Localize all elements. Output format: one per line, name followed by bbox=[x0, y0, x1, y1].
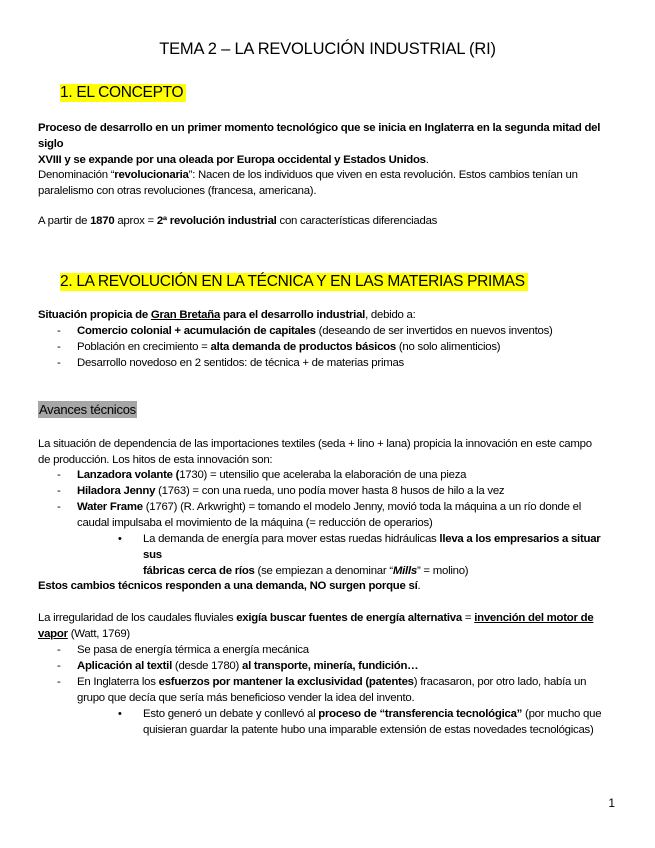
denom-pre: Denominación “ bbox=[38, 169, 115, 181]
denomination-paragraph bbox=[38, 167, 618, 199]
dash-marker: - bbox=[57, 644, 61, 656]
denom-post: ”: Nacen de los individuos que viven en esta revolución. Estos cambios tenían un bbox=[188, 169, 578, 181]
b2-pre: Esto generó un debate y conllevó al bbox=[143, 708, 319, 720]
b2-post: (por mucho que bbox=[522, 708, 602, 720]
e3-pre: En Inglaterra los bbox=[77, 676, 159, 688]
intro-line-1: La situación de dependencia de las importaciones textiles (seda + lino + lana) propicia la innovación en este campo bbox=[38, 438, 592, 450]
sit-bold-2: para el desarrollo industrial bbox=[220, 309, 366, 321]
b1-bold: lleva a los empresarios a situar sus bbox=[143, 533, 601, 561]
definition-line-2: XVIII y se expande por una oleada por Europa occidental y Estados Unidos bbox=[38, 154, 426, 166]
dash-marker: - bbox=[57, 485, 61, 497]
i3-bold: Water Frame bbox=[77, 501, 143, 513]
irr-mid: = bbox=[461, 612, 475, 624]
dash-marker: - bbox=[57, 660, 61, 672]
bullet-item bbox=[143, 531, 618, 579]
intro-line-2: de producción. Los hitos de esta innovación son: bbox=[38, 454, 273, 466]
bullet-marker: • bbox=[118, 708, 122, 720]
b2-line-2: quisieran guardar la patente hubo una imparable extensión de estas novedades tecnológicas) bbox=[143, 724, 594, 736]
definition-end: . bbox=[425, 154, 429, 166]
e3-post: ) fracasaron, por otro lado, había un bbox=[413, 676, 587, 688]
irregularity-paragraph bbox=[38, 610, 618, 642]
sit-underline: Gran Bretaña bbox=[150, 309, 221, 321]
b1-bold-2: fábricas cerca de ríos bbox=[143, 565, 255, 577]
ap-pre: A partir de bbox=[38, 215, 91, 227]
bullet-item bbox=[143, 706, 618, 738]
definition-line-1: Proceso de desarrollo en un primer momento tecnológico que se inicia en Inglaterra en la segunda mitad del siglo bbox=[38, 122, 601, 150]
avances-intro bbox=[38, 436, 618, 468]
resp-end: . bbox=[417, 580, 421, 592]
response-paragraph bbox=[38, 578, 618, 594]
list-item bbox=[77, 323, 618, 339]
denom-line-2: paralelismo con otras revoluciones (francesa, americana). bbox=[38, 185, 317, 197]
dash-marker: - bbox=[57, 341, 61, 353]
concept-definition bbox=[38, 120, 618, 168]
sit-post: , debido a: bbox=[365, 309, 416, 321]
section-1-heading bbox=[60, 84, 186, 102]
e3-line-2: grupo que decía que sería más beneficioso vender la idea del invento. bbox=[77, 692, 415, 704]
list-item bbox=[77, 467, 618, 483]
ap-mid: aprox = bbox=[114, 215, 157, 227]
d1-bold: Comercio colonial + acumulación de capitales bbox=[77, 325, 316, 337]
dash-marker: - bbox=[57, 469, 61, 481]
b1-post: ” = molino) bbox=[416, 565, 469, 577]
second-revolution-paragraph bbox=[38, 213, 618, 229]
dash-marker: - bbox=[57, 325, 61, 337]
page-number: 1 bbox=[608, 796, 615, 810]
ap-year: 1870 bbox=[90, 215, 115, 227]
resp-bold: Estos cambios técnicos responden a una demanda, NO surgen porque sí bbox=[38, 580, 418, 592]
irr-post: (Watt, 1769) bbox=[67, 628, 130, 640]
ap-post: con características diferenciadas bbox=[276, 215, 438, 227]
i3-line-2: caudal impulsaba el movimiento de la máquina (= reducción de operarios) bbox=[77, 517, 433, 529]
i2-post: (1763) = con una rueda, uno podía mover hasta 8 husos de hilo a la vez bbox=[155, 485, 505, 497]
i1-post: 1730) = utensilio que aceleraba la elaboración de una pieza bbox=[179, 469, 467, 481]
e1-text: Se pasa de energía térmica a energía mecánica bbox=[77, 644, 309, 656]
dash-marker: - bbox=[57, 501, 61, 513]
list-item bbox=[77, 658, 618, 674]
page-title: TEMA 2 – LA REVOLUCIÓN INDUSTRIAL (RI) bbox=[159, 40, 496, 58]
list-item bbox=[77, 339, 618, 355]
e2-mid: (desde 1780) bbox=[172, 660, 242, 672]
irr-underline-2: vapor bbox=[38, 628, 68, 640]
i1-bold: Lanzadora volante ( bbox=[77, 469, 180, 481]
d2-bold: alta demanda de productos básicos bbox=[210, 341, 396, 353]
list-item bbox=[77, 642, 618, 658]
b1-italic: Mills bbox=[392, 565, 417, 577]
bullet-marker: • bbox=[118, 533, 122, 545]
avances-heading bbox=[38, 402, 618, 418]
i3-post: (1767) (R. Arkwright) = tomando el modelo Jenny, movió toda la máquina a un río donde el bbox=[142, 501, 581, 513]
section-2-heading bbox=[60, 273, 528, 291]
e2-bold-2: al transporte, minería, fundición… bbox=[241, 660, 419, 672]
section-1-heading-text: 1. EL CONCEPTO bbox=[60, 84, 186, 102]
ap-bold: 2ª revolución industrial bbox=[156, 215, 277, 227]
avances-heading-text: Avances técnicos bbox=[39, 402, 136, 417]
e2-bold: Aplicación al textil bbox=[77, 660, 173, 672]
list-item bbox=[77, 499, 618, 531]
d1-post: (deseando de ser invertidos en nuevos inventos) bbox=[315, 325, 553, 337]
list-item bbox=[77, 483, 618, 499]
b2-bold: proceso de “transferencia tecnológica” bbox=[318, 708, 523, 720]
denom-bold: revolucionaria bbox=[114, 169, 189, 181]
irr-underline: invención del motor de bbox=[474, 612, 594, 624]
d3-text: Desarrollo novedoso en 2 sentidos: de técnica + de materias primas bbox=[77, 357, 404, 369]
dash-marker: - bbox=[57, 357, 61, 369]
sit-bold-1: Situación propicia de bbox=[38, 309, 151, 321]
list-item bbox=[77, 355, 618, 371]
section-2-heading-text: 2. LA REVOLUCIÓN EN LA TÉCNICA Y EN LAS MATERIAS PRIMAS bbox=[60, 273, 528, 291]
situation-paragraph bbox=[38, 307, 618, 323]
dash-marker: - bbox=[57, 676, 61, 688]
irr-pre: La irregularidad de los caudales fluviales bbox=[38, 612, 237, 624]
b1-pre: La demanda de energía para mover estas ruedas hidráulicas bbox=[143, 533, 440, 545]
irr-bold: exigía buscar fuentes de energía alternativa bbox=[236, 612, 462, 624]
e3-bold: esfuerzos por mantener la exclusividad (patentes bbox=[158, 676, 414, 688]
d2-post: (no solo alimenticios) bbox=[395, 341, 501, 353]
b1-mid: (se empiezan a denominar “ bbox=[254, 565, 393, 577]
i2-bold: Hiladora Jenny bbox=[77, 485, 156, 497]
list-item bbox=[77, 674, 618, 706]
d2-pre: Población en crecimiento = bbox=[77, 341, 211, 353]
